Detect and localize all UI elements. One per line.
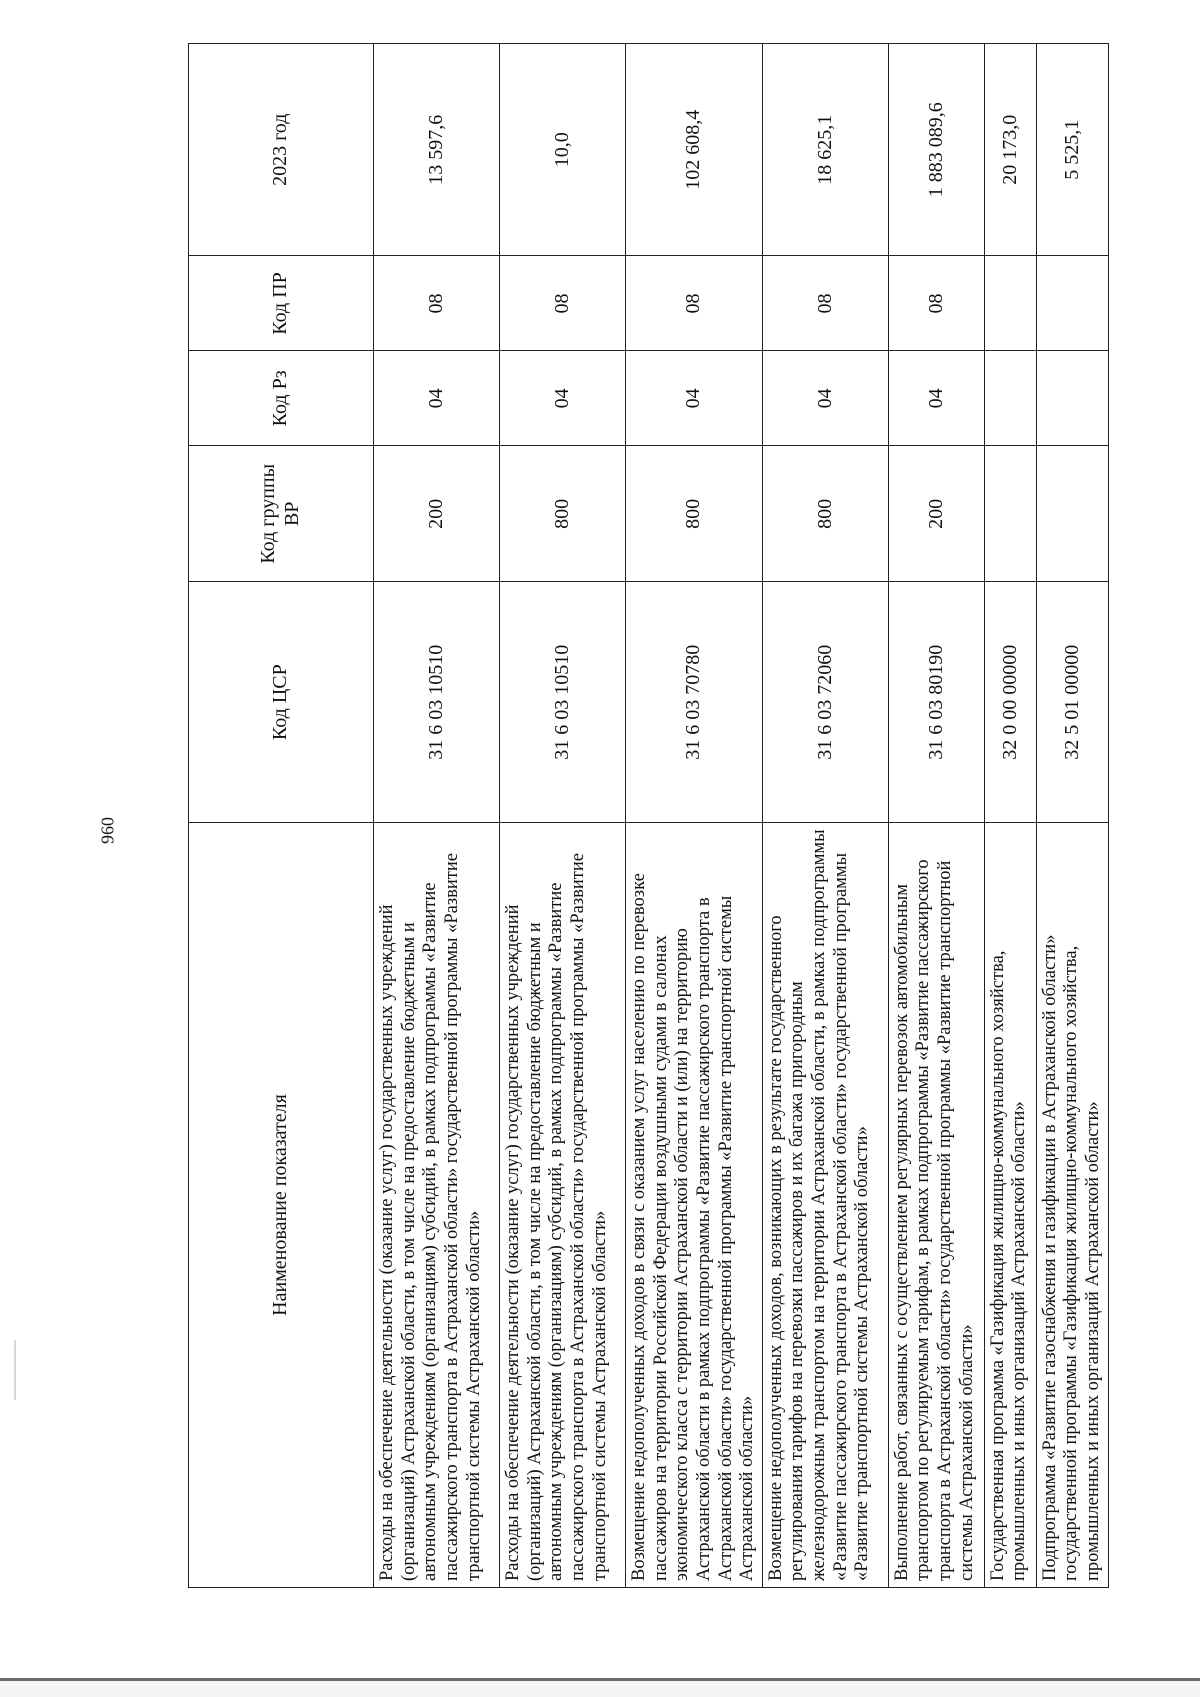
row-vr	[984, 446, 1036, 582]
header-name: Наименование показателя	[189, 823, 374, 1588]
row-rz	[1036, 351, 1108, 446]
row-name: Расходы на обеспечение деятельности (оказание услуг) государственных учреждений (организаций) Астраханской области, в том числе на предоставление бюджетным и автономным учреждениям (организациям) субсидий, в рамках подпрограммы «Развитие пассажирского транспорта в Астраханской области» государственной программы «Развитие транспортной системы Астраханской области»	[500, 823, 626, 1588]
row-amount: 10,0	[500, 44, 626, 257]
table-row	[626, 44, 763, 1588]
row-csr: 31 6 03 10510	[500, 582, 626, 823]
row-rz: 04	[888, 351, 984, 446]
header-rz: Код Рз	[189, 351, 374, 446]
row-pr: 08	[500, 256, 626, 351]
row-pr: 08	[888, 256, 984, 351]
scan-margin-mark	[14, 1340, 16, 1400]
row-csr: 31 6 03 70780	[626, 582, 763, 823]
row-amount: 102 608,4	[626, 44, 763, 257]
row-rz	[984, 351, 1036, 446]
row-rz: 04	[374, 351, 500, 446]
table-row	[1036, 44, 1108, 1588]
row-csr: 31 6 03 80190	[888, 582, 984, 823]
row-vr: 800	[762, 446, 888, 582]
row-pr: 08	[626, 256, 763, 351]
row-csr: 31 6 03 72060	[762, 582, 888, 823]
row-vr: 200	[888, 446, 984, 582]
row-name: Выполнение работ, связанных с осуществлением регулярных перевозок автомобильным транспортом по регулируемым тарифам, в рамках подпрограммы «Развитие пассажирского транспорта в Астраханской области» государственной программы «Развитие транспортной системы Астраханской области»	[888, 823, 984, 1588]
scan-bottom-edge	[0, 1681, 1200, 1697]
table-row	[888, 44, 984, 1588]
row-vr: 200	[374, 446, 500, 582]
row-vr: 800	[500, 446, 626, 582]
header-csr: Код ЦСР	[189, 582, 374, 823]
table-header-row	[189, 44, 374, 1588]
row-pr: 08	[762, 256, 888, 351]
row-rz: 04	[762, 351, 888, 446]
table-row	[984, 44, 1036, 1588]
row-amount: 1 883 089,6	[888, 44, 984, 257]
row-pr	[1036, 256, 1108, 351]
header-pr: Код ПР	[189, 256, 374, 351]
row-pr	[984, 256, 1036, 351]
page-number: 960	[97, 817, 118, 844]
table-row	[374, 44, 500, 1588]
row-amount: 20 173,0	[984, 44, 1036, 257]
row-csr: 32 0 00 00000	[984, 582, 1036, 823]
header-vr: Код группы ВР	[189, 446, 374, 582]
row-name: Подпрограмма «Развитие газоснабжения и газификации в Астраханской области» государственной программы «Газификация жилищно-коммунального хозяйства, промышленных и иных организаций Астраханской области»	[1036, 823, 1108, 1588]
row-name: Расходы на обеспечение деятельности (оказание услуг) государственных учреждений (организаций) Астраханской области, в том числе на предоставление бюджетным и автономным учреждениям (организациям) субсидий, в рамках подпрограммы «Развитие пассажирского транспорта в Астраханской области» государственной программы «Развитие транспортной системы Астраханской области»	[374, 823, 500, 1588]
row-name: Возмещение недополученных доходов, возникающих в результате государственного регулирования тарифов на перевозки пассажиров и их багажа пригородным железнодорожным транспортом на территории Астраханской области, в рамках подпрограммы «Развитие пассажирского транспорта в Астраханской области» государственной программы «Развитие транспортной системы Астраханской области»	[762, 823, 888, 1588]
row-rz: 04	[626, 351, 763, 446]
row-amount: 13 597,6	[374, 44, 500, 257]
table-row	[500, 44, 626, 1588]
row-amount: 5 525,1	[1036, 44, 1108, 257]
row-vr: 800	[626, 446, 763, 582]
row-csr: 31 6 03 10510	[374, 582, 500, 823]
row-amount: 18 625,1	[762, 44, 888, 257]
row-pr: 08	[374, 256, 500, 351]
row-name: Государственная программа «Газификация жилищно-коммунального хозяйства, промышленных и иных организаций Астраханской области»	[984, 823, 1036, 1588]
row-csr: 32 5 01 00000	[1036, 582, 1108, 823]
row-name: Возмещение недополученных доходов в связи с оказанием услуг населению по перевозке пассажиров на территории Российской Федерации воздушными судами в салонах экономического класса с территории Астраханской области и (или) на территорию Астраханской области в рамках подпрограммы «Развитие пассажирского транспорта в Астраханской области» государственной программы «Развитие транспортной системы Астраханской области»	[626, 823, 763, 1588]
rotated-table-container	[188, 43, 1104, 1588]
budget-table	[188, 43, 1109, 1588]
header-year: 2023 год	[189, 44, 374, 257]
table-row	[762, 44, 888, 1588]
row-vr	[1036, 446, 1108, 582]
row-rz: 04	[500, 351, 626, 446]
